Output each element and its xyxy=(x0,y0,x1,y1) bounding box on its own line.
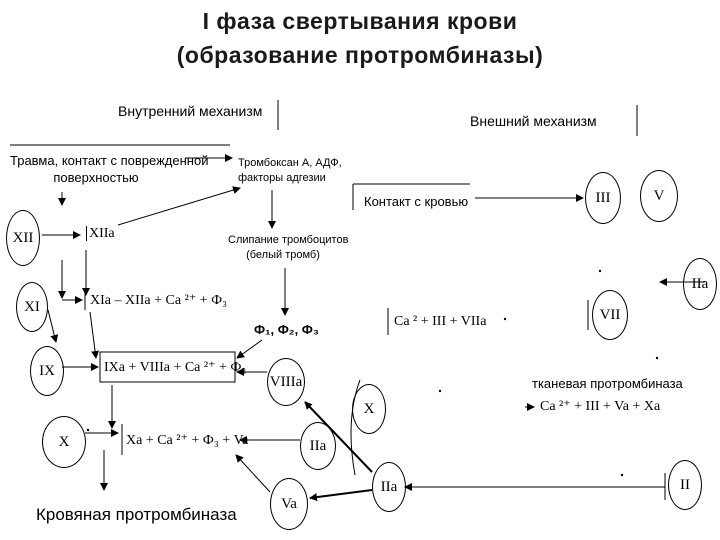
arrow-xiia-tromboxan xyxy=(118,188,240,225)
x-complex: Xa + Ca ²⁺ + Ф₃ + Va xyxy=(126,433,249,448)
dot-6 xyxy=(87,429,89,431)
ix-complex: IXa + VIIIa + Ca ²⁺ + Ф₃ xyxy=(104,360,247,375)
xi-complex: XIa – XIIa + Ca ²⁺ + Ф₃ xyxy=(90,293,228,308)
factor-ii: II xyxy=(668,460,702,510)
factor-x-right: X xyxy=(352,384,386,434)
factor-va: Va xyxy=(270,478,308,530)
title-line-1: I фаза свертывания крови xyxy=(202,8,518,34)
tissue-complex: Ca ²⁺ + III + Va + Xa xyxy=(540,399,661,414)
arrow-factors-ix xyxy=(237,340,262,358)
arrow-xi-down xyxy=(48,310,56,342)
adhesion-line-2: (белый тромб) xyxy=(246,249,320,261)
intrinsic-header: Внутренний механизм xyxy=(118,103,263,119)
factor-v: V xyxy=(640,170,678,222)
contact-with-blood: Контакт с кровью xyxy=(364,194,469,209)
blood-prothrombinase: Кровяная протромбиназа xyxy=(36,505,237,524)
factor-viiia: VIIIa xyxy=(267,358,305,406)
extrinsic-header: Внешний механизм xyxy=(470,113,597,129)
dot-3 xyxy=(504,318,506,320)
trauma-line-1: Травма, контакт с поврежденной xyxy=(10,153,209,168)
trauma-line-2: поверхностью xyxy=(53,170,139,185)
dot-5 xyxy=(621,474,623,476)
tissue-prothrombinase-title: тканевая протромбиназа xyxy=(532,376,683,391)
adhesion-line-1: Слипание тромбоцитов xyxy=(228,234,349,246)
tromboxan-line-2: факторы адгезии xyxy=(238,172,326,184)
arrow-iia-va xyxy=(310,490,372,498)
factor-xiia: XIIa xyxy=(86,226,115,241)
dot-1 xyxy=(599,270,601,272)
factor-vii: VII xyxy=(592,290,628,340)
factor-iii: III xyxy=(585,172,621,224)
title-line-2: (образование протромбиназы) xyxy=(176,42,544,68)
factor-xi: XI xyxy=(16,282,48,332)
arrow-xi-complex-ix xyxy=(90,312,96,358)
platelet-factors: Ф₁, Ф₂, Ф₃ xyxy=(254,322,319,337)
factor-iia-bottom: IIa xyxy=(372,462,406,512)
factor-xii: XII xyxy=(6,210,40,266)
factor-x-left: X xyxy=(42,416,86,468)
tromboxan-line-1: Тромбоксан А, АДФ, xyxy=(238,157,342,169)
dot-4 xyxy=(439,390,441,392)
factor-iia-left: IIa xyxy=(300,422,336,470)
dot-2 xyxy=(656,357,658,359)
arrow-va-xcomplex xyxy=(236,455,270,492)
ca-complex: Ca ² + III + VIIa xyxy=(394,314,487,329)
factor-ix: IX xyxy=(30,346,64,396)
factor-iia-right: IIa xyxy=(683,258,717,310)
